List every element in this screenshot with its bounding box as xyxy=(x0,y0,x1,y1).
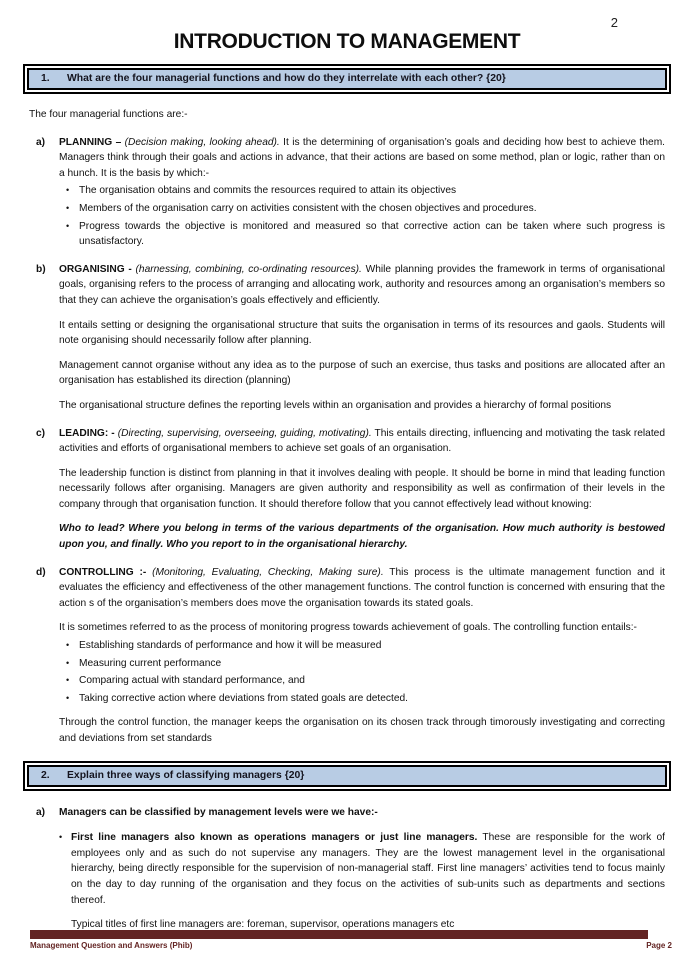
first-line-managers-bold: First line managers also known as operations managers or just line managers. xyxy=(71,832,478,844)
list-item: • Members of the organisation carry on activities consistent with the chosen objectives and procedures. xyxy=(59,201,665,217)
controlling-head-bold: CONTROLLING :- xyxy=(59,566,153,578)
section-leading xyxy=(29,426,665,553)
question-1-bar xyxy=(23,64,671,94)
footer-divider-bar xyxy=(30,930,648,939)
organising-head-italic: (harnessing, combining, co-ordinating resources). xyxy=(135,263,362,275)
corner-page-number: 2 xyxy=(610,15,618,30)
leading-head-rest: This entails directing, influencing and motivating the task related activities and efforts of organisational members to achieve set goals of an organisation. xyxy=(59,427,665,455)
controlling-head-rest: This process is the ultimate management function and it evaluates the efficiency and effectiveness of the other management functions. The control function is concerned with ensuring that the action s of the organisation’s members does move the organisation towards its stated goals. xyxy=(59,566,666,609)
leading-head-bold: LEADING: - xyxy=(59,427,118,439)
planning-head-italic: (Decision making, looking ahead). xyxy=(124,136,280,148)
section-planning xyxy=(29,135,665,250)
planning-head-bold: PLANNING – xyxy=(59,136,125,148)
paragraph: It entails setting or designing the organisational structure that suits the organisation in terms of its resources and gaols. Students will note organising should necessarily follow after planning. xyxy=(59,319,665,347)
bullet-icon: • xyxy=(66,657,70,668)
list-item: • The organisation obtains and commits the resources required to attain its objectives xyxy=(59,183,665,199)
list-item: • Taking corrective action where deviations from stated goals are detected. xyxy=(59,691,665,707)
list-item: • Measuring current performance xyxy=(59,656,665,672)
bullet-icon: • xyxy=(66,202,70,213)
bullet-icon: • xyxy=(66,640,70,651)
paragraph: It is sometimes referred to as the process of monitoring progress towards achievement of goals. The controlling function entails:- xyxy=(59,622,637,634)
list-item: • Comparing actual with standard performance, and xyxy=(59,673,665,689)
question-2-number: 2. xyxy=(41,769,50,781)
question-1-number: 1. xyxy=(41,73,50,84)
footer-doc-title: Management Question and Answers (Phib) xyxy=(30,941,193,950)
footer xyxy=(30,941,672,950)
section-planning-heading xyxy=(59,135,665,182)
question-2-text: Explain three ways of classifying managers {20} xyxy=(67,769,305,781)
paragraph: Management cannot organise without any idea as to the purpose of such an exercise, thus tasks and positions are allocated after an organisation has established its direction (planning) xyxy=(59,359,665,387)
classify-lead: Managers can be classified by management levels were we have:- xyxy=(59,806,378,818)
section-controlling-heading xyxy=(59,565,665,612)
bullet-icon: • xyxy=(66,675,70,686)
question-2-bar-inner xyxy=(27,765,667,787)
first-line-managers-rest: These are responsible for the work of employees only and as such do not supervise any managers. They are the lowest management level in the organisational hierarchy, being directly responsible for the supervision of non-managerial staff. First line managers’ activities tend to focus mainly on the day to day running of the organisation and they focus on the activities of sub-units such as departments and sections thereof. xyxy=(71,832,665,906)
typical-titles-line: Typical titles of first line managers are: foreman, supervisor, operations managers etc xyxy=(71,919,455,931)
footer-page-label: Page 2 xyxy=(646,941,672,950)
planning-bullets xyxy=(59,183,665,249)
section-leading-label: c) xyxy=(36,427,46,439)
section-planning-label: a) xyxy=(36,136,46,148)
leading-head-italic: (Directing, supervising, overseeing, guiding, motivating). xyxy=(117,427,372,439)
intro-line: The four managerial functions are:- xyxy=(29,109,188,120)
paragraph: The organisational structure defines the reporting levels within an organisation and provides a hierarchy of formal positions xyxy=(59,399,612,411)
section-organising xyxy=(29,262,665,414)
section-controlling xyxy=(29,565,665,747)
question-2-bar xyxy=(23,761,671,791)
section-controlling-label: d) xyxy=(36,566,46,578)
section-classify-label: a) xyxy=(36,806,46,818)
list-item xyxy=(59,830,665,908)
organising-head-bold: ORGANISING - xyxy=(59,263,136,275)
paragraph: The leadership function is distinct from planning in that it involves dealing with people. It should be borne in mind that leading function necessarily follows after organising. Managers are given authority and responsibility as well as confirmation of their levels in the company through that organisation function. It should therefore follow that you cannot effectively lead without knowing: xyxy=(59,467,665,510)
bullet-icon: • xyxy=(59,832,63,843)
controlling-bullets xyxy=(59,638,665,706)
list-item: • Establishing standards of performance and how it will be measured xyxy=(59,638,665,654)
bullet-icon: • xyxy=(66,692,70,703)
list-item: • Progress towards the objective is monitored and measured so that corrective action can be taken where such progress is unsatisfactory. xyxy=(59,219,665,250)
section-classify-managers xyxy=(29,805,665,933)
leading-emphasis-paragraph: Who to lead? Where you belong in terms of the various departments of the organisation. How much authority is bestowed upon you, and finally. Who you report to in the organisational hierarchy. xyxy=(59,523,665,551)
controlling-closing-paragraph: Through the control function, the manager keeps the organisation on its chosen track through timorously investigating and correcting and deviations from set standards xyxy=(59,717,665,744)
section-organising-label: b) xyxy=(36,263,46,275)
page-content xyxy=(0,64,694,933)
section-leading-heading xyxy=(59,426,665,457)
planning-head-rest: It is the determining of organisation’s goals and deciding how best to achieve them. Managers think through their goals and actions in advance, that their actions are based on some method, plan or logic, rather than on a hunch. It is the basis by which:- xyxy=(59,136,666,179)
bullet-icon: • xyxy=(66,185,70,196)
question-1-bar-inner xyxy=(27,68,667,90)
bullet-icon: • xyxy=(66,220,70,231)
organising-head-rest: While planning provides the framework in terms of organisational goals, organising refers to the process of arranging and allocating work, authority and resources among an organisation’s members so that they can achieve the organisation’s goals effectively and efficiently. xyxy=(59,263,666,306)
page-title: INTRODUCTION TO MANAGEMENT xyxy=(173,30,521,53)
section-organising-heading xyxy=(59,262,665,309)
question-1-text: What are the four managerial functions and how do they interrelate with each other? {20} xyxy=(67,73,506,84)
controlling-head-italic: (Monitoring, Evaluating, Checking, Making sure). xyxy=(152,566,384,578)
